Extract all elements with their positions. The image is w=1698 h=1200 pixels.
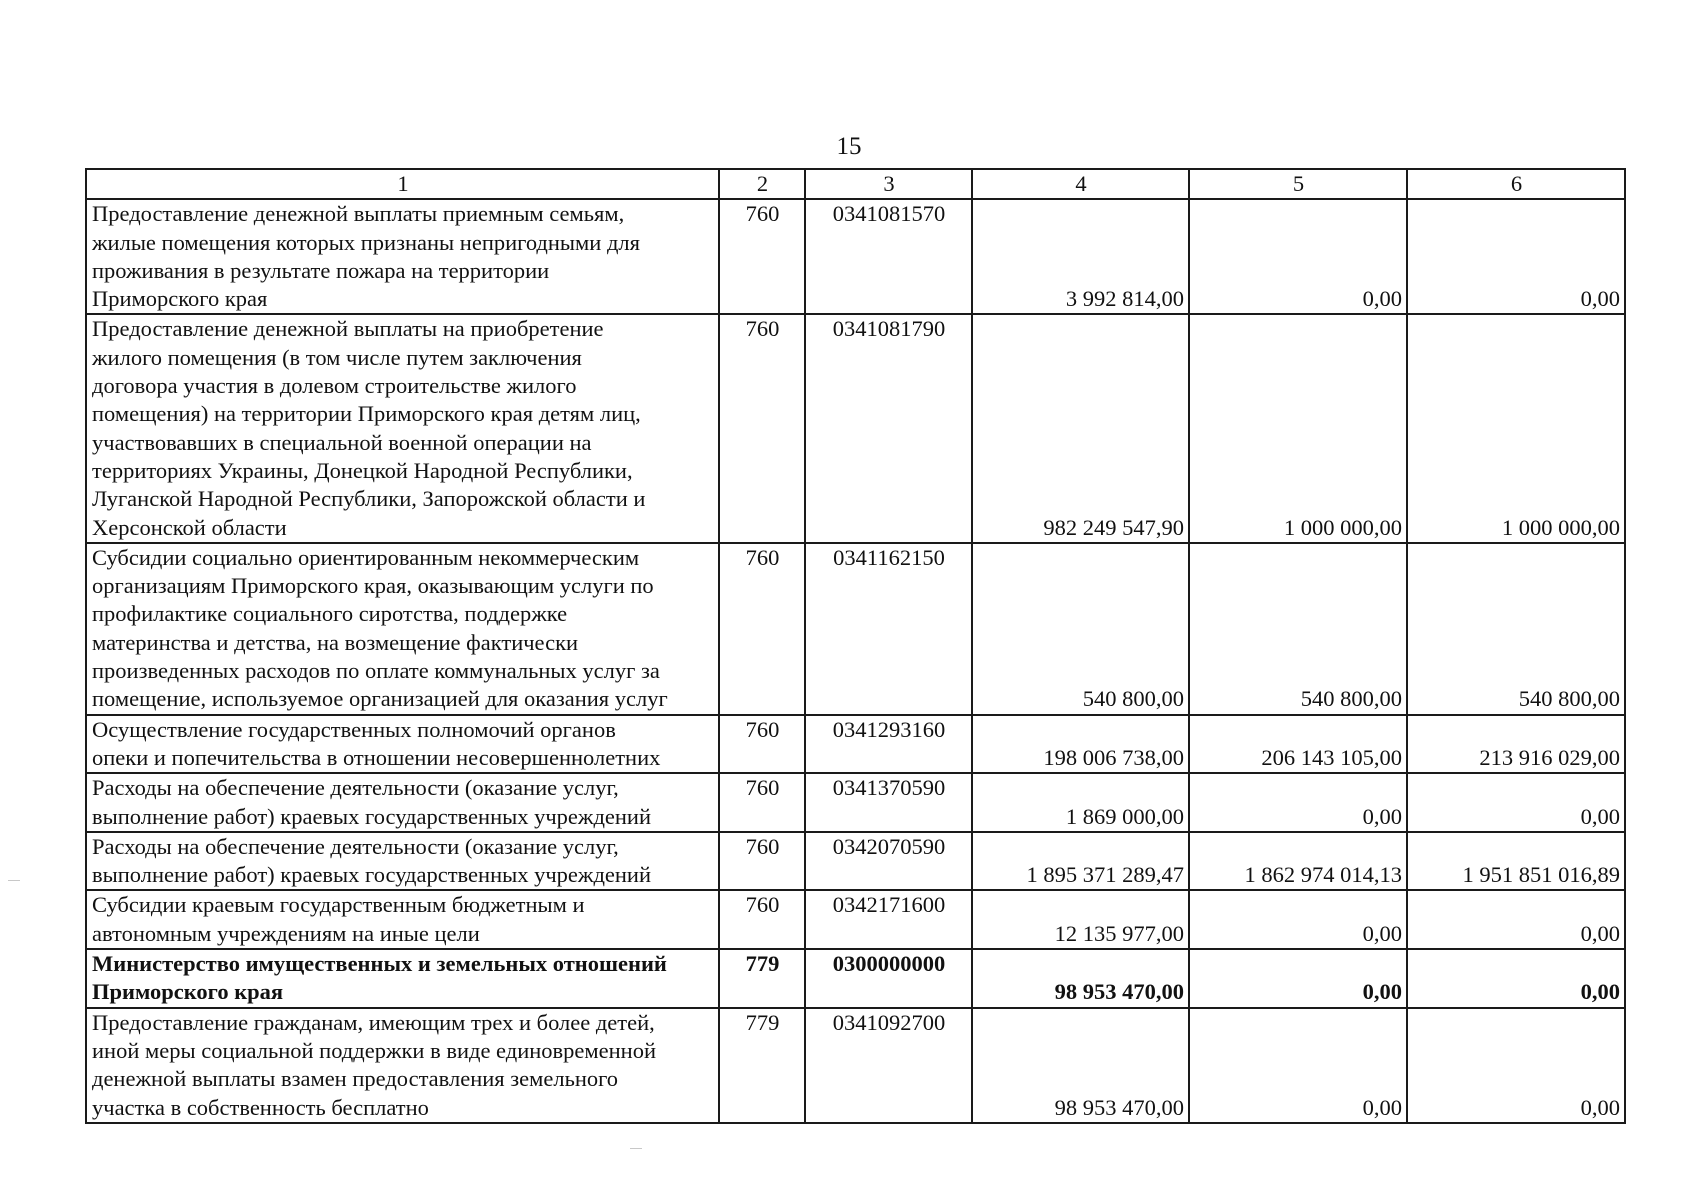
description-line: произведенных расходов по оплате коммунальных услуг за — [92, 658, 660, 684]
row-description — [86, 832, 719, 891]
ministry-code: 760 — [719, 199, 805, 314]
table-row — [86, 773, 1625, 832]
amount-col-6: 1 951 851 016,89 — [1407, 832, 1625, 891]
amount-col-6: 540 800,00 — [1407, 543, 1625, 715]
ministry-code: 779 — [719, 949, 805, 1008]
table-row — [86, 543, 1625, 715]
header-col-2: 2 — [719, 169, 805, 199]
description-line: профилактике социального сиротства, поддержке — [92, 601, 568, 627]
description-line: Осуществление государственных полномочий органов — [92, 716, 616, 742]
amount-col-4: 12 135 977,00 — [972, 890, 1189, 949]
description-line: Предоставление денежной выплаты на приобретение — [92, 316, 604, 342]
amount-col-5: 206 143 105,00 — [1189, 715, 1407, 774]
description-line: Министерство имущественных и земельных отношений — [92, 951, 667, 977]
header-col-4: 4 — [972, 169, 1189, 199]
header-col-6: 6 — [1407, 169, 1625, 199]
target-article-code: 0341081570 — [805, 199, 972, 314]
description-line: выполнение работ) краевых государственных учреждений — [92, 862, 652, 888]
budget-table — [85, 168, 1626, 1124]
row-description — [86, 1008, 719, 1123]
description-line: иной меры социальной поддержки в виде единовременной — [92, 1037, 656, 1063]
ministry-code: 760 — [719, 543, 805, 715]
header-col-5: 5 — [1189, 169, 1407, 199]
description-line: помещения) на территории Приморского края детям лиц, — [92, 401, 641, 427]
amount-col-4: 3 992 814,00 — [972, 199, 1189, 314]
description-line: жилого помещения (в том числе путем заключения — [92, 344, 582, 370]
scan-artifact — [630, 1148, 642, 1149]
amount-col-5: 0,00 — [1189, 949, 1407, 1008]
ministry-total-row — [86, 949, 1625, 1008]
row-description — [86, 199, 719, 314]
row-description — [86, 715, 719, 774]
amount-col-4: 540 800,00 — [972, 543, 1189, 715]
scan-artifact — [8, 880, 20, 881]
amount-col-4: 982 249 547,90 — [972, 314, 1189, 542]
description-line: Приморского края — [92, 979, 284, 1005]
target-article-code: 0341293160 — [805, 715, 972, 774]
amount-col-5: 1 000 000,00 — [1189, 314, 1407, 542]
row-description — [86, 543, 719, 715]
description-line: Херсонской области — [92, 514, 287, 540]
target-article-code: 0341162150 — [805, 543, 972, 715]
description-line: материнства и детства, на возмещение фактически — [92, 629, 579, 655]
description-line: Субсидии краевым государственным бюджетным и — [92, 892, 585, 918]
target-article-code: 0341081790 — [805, 314, 972, 542]
target-article-code: 0342070590 — [805, 832, 972, 891]
description-line: помещение, используемое организацией для оказания услуг — [92, 686, 668, 712]
table-row — [86, 890, 1625, 949]
table-row — [86, 832, 1625, 891]
description-line: выполнение работ) краевых государственных учреждений — [92, 803, 652, 829]
amount-col-6: 0,00 — [1407, 1008, 1625, 1123]
page-number: 15 — [836, 133, 862, 160]
description-line: Приморского края — [92, 286, 268, 312]
target-article-code: 0341370590 — [805, 773, 972, 832]
amount-col-4: 1 869 000,00 — [972, 773, 1189, 832]
table-row — [86, 715, 1625, 774]
description-line: опеки и попечительства в отношении несовершеннолетних — [92, 744, 661, 770]
description-line: проживания в результате пожара на территории — [92, 257, 550, 283]
description-line: жилые помещения которых признаны непригодными для — [92, 229, 640, 255]
ministry-code: 760 — [719, 773, 805, 832]
amount-col-4: 98 953 470,00 — [972, 1008, 1189, 1123]
amount-col-5: 0,00 — [1189, 1008, 1407, 1123]
amount-col-5: 0,00 — [1189, 890, 1407, 949]
amount-col-5: 1 862 974 014,13 — [1189, 832, 1407, 891]
description-line: Субсидии социально ориентированным некоммерческим — [92, 544, 640, 570]
amount-col-6: 1 000 000,00 — [1407, 314, 1625, 542]
amount-col-6: 0,00 — [1407, 773, 1625, 832]
row-description — [86, 314, 719, 542]
description-line: организациям Приморского края, оказывающим услуги по — [92, 573, 654, 599]
description-line: денежной выплаты взамен предоставления земельного — [92, 1066, 619, 1092]
amount-col-6: 213 916 029,00 — [1407, 715, 1625, 774]
description-line: участвовавших в специальной военной операции на — [92, 429, 592, 455]
amount-col-6: 0,00 — [1407, 890, 1625, 949]
row-description — [86, 890, 719, 949]
table-header-row — [86, 169, 1625, 199]
description-line: Расходы на обеспечение деятельности (оказание услуг, — [92, 775, 619, 801]
ministry-code: 760 — [719, 715, 805, 774]
amount-col-5: 0,00 — [1189, 773, 1407, 832]
description-line: Луганской Народной Республики, Запорожской области и — [92, 486, 646, 512]
target-article-code: 0300000000 — [805, 949, 972, 1008]
ministry-code: 760 — [719, 314, 805, 542]
target-article-code: 0342171600 — [805, 890, 972, 949]
amount-col-6: 0,00 — [1407, 949, 1625, 1008]
table-row — [86, 199, 1625, 314]
amount-col-6: 0,00 — [1407, 199, 1625, 314]
description-line: участка в собственность бесплатно — [92, 1094, 429, 1120]
description-line: автономным учреждениям на иные цели — [92, 920, 480, 946]
description-line: Предоставление гражданам, имеющим трех и более детей, — [92, 1009, 655, 1035]
amount-col-4: 198 006 738,00 — [972, 715, 1189, 774]
ministry-code: 760 — [719, 832, 805, 891]
description-line: Предоставление денежной выплаты приемным семьям, — [92, 201, 625, 227]
target-article-code: 0341092700 — [805, 1008, 972, 1123]
amount-col-4: 1 895 371 289,47 — [972, 832, 1189, 891]
table-row — [86, 314, 1625, 542]
amount-col-5: 0,00 — [1189, 199, 1407, 314]
amount-col-5: 540 800,00 — [1189, 543, 1407, 715]
row-description — [86, 949, 719, 1008]
description-line: территориях Украины, Донецкой Народной Республики, — [92, 457, 633, 483]
description-line: договора участия в долевом строительстве жилого — [92, 373, 577, 399]
ministry-code: 779 — [719, 1008, 805, 1123]
amount-col-4: 98 953 470,00 — [972, 949, 1189, 1008]
header-col-1: 1 — [86, 169, 719, 199]
table-row — [86, 1008, 1625, 1123]
ministry-code: 760 — [719, 890, 805, 949]
header-col-3: 3 — [805, 169, 972, 199]
row-description — [86, 773, 719, 832]
description-line: Расходы на обеспечение деятельности (оказание услуг, — [92, 833, 619, 859]
